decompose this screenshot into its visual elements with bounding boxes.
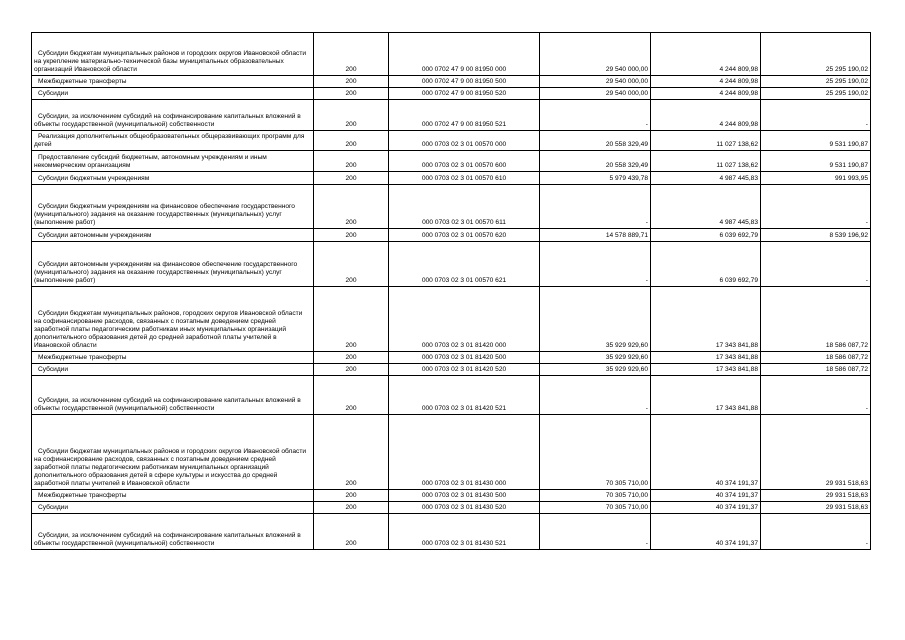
row-kbk-cell: 000 0703 02 3 01 00570 620	[389, 229, 540, 242]
row-name-cell: Субсидии бюджетным учреждениям на финансовое обеспечение государственного (муниципального) задания на оказание государственных (муниципальных) услуг (выполнение работ)	[32, 185, 314, 229]
row-approved-cell: 29 540 000,00	[540, 76, 651, 88]
row-name-cell: Реализация дополнительных общеобразовательных общеразвивающих программ для детей	[32, 131, 314, 151]
table-row	[32, 376, 871, 415]
row-kbk-cell: 000 0703 02 3 01 00570 621	[389, 242, 540, 287]
row-kbk-cell: 000 0702 47 9 00 81950 520	[389, 88, 540, 100]
table-row	[32, 502, 871, 514]
row-executed-cell: 6 039 692,79	[651, 242, 761, 287]
row-executed-cell: 40 374 191,37	[651, 490, 761, 502]
row-kbk-cell: 000 0703 02 3 01 00570 610	[389, 172, 540, 185]
row-unexecuted-cell: 9 531 190,87	[761, 131, 871, 151]
row-approved-cell: -	[540, 514, 651, 550]
table-row	[32, 514, 871, 550]
row-approved-cell: -	[540, 376, 651, 415]
row-kbk-cell: 000 0702 47 9 00 81950 521	[389, 100, 540, 131]
row-name-cell: Субсидии, за исключением субсидий на софинансирование капитальных вложений в объекты государственной (муниципальной) собственности	[32, 376, 314, 415]
table-row	[32, 172, 871, 185]
row-approved-cell: 35 929 929,60	[540, 364, 651, 376]
row-unexecuted-cell: 18 586 087,72	[761, 352, 871, 364]
row-name-cell: Субсидии	[32, 88, 314, 100]
row-executed-cell: 40 374 191,37	[651, 415, 761, 490]
row-code-cell: 200	[314, 502, 389, 514]
row-name-cell: Субсидии бюджетам муниципальных районов и городских округов Ивановской области на софинансирование расходов, связанных с поэтапным доведением средней заработной платы педагогическим работникам муниципальных организаций дополнительного образования детей в сфере культуры и искусства до средней заработной платы учителей в Ивановской области	[32, 415, 314, 490]
row-unexecuted-cell: -	[761, 185, 871, 229]
table-row	[32, 185, 871, 229]
table-row	[32, 100, 871, 131]
row-unexecuted-cell: 9 531 190,87	[761, 151, 871, 172]
row-name-cell: Субсидии бюджетам муниципальных районов и городских округов Ивановской области на укрепление материально-технической базы муниципальных образовательных организаций Ивановской области	[32, 33, 314, 76]
row-approved-cell: -	[540, 185, 651, 229]
row-approved-cell: 35 929 929,60	[540, 287, 651, 352]
row-code-cell: 200	[314, 131, 389, 151]
row-code-cell: 200	[314, 287, 389, 352]
row-code-cell: 200	[314, 88, 389, 100]
row-code-cell: 200	[314, 242, 389, 287]
row-kbk-cell: 000 0703 02 3 01 81430 000	[389, 415, 540, 490]
row-kbk-cell: 000 0703 02 3 01 81430 521	[389, 514, 540, 550]
row-name-cell: Субсидии, за исключением субсидий на софинансирование капитальных вложений в объекты государственной (муниципальной) собственности	[32, 100, 314, 131]
row-executed-cell: 40 374 191,37	[651, 514, 761, 550]
table-row	[32, 131, 871, 151]
table-row	[32, 33, 871, 76]
row-executed-cell: 4 987 445,83	[651, 185, 761, 229]
row-name-cell: Субсидии, за исключением субсидий на софинансирование капитальных вложений в объекты государственной (муниципальной) собственности	[32, 514, 314, 550]
row-unexecuted-cell: 18 586 087,72	[761, 364, 871, 376]
row-executed-cell: 40 374 191,37	[651, 502, 761, 514]
row-kbk-cell: 000 0702 47 9 00 81950 000	[389, 33, 540, 76]
row-unexecuted-cell: 29 931 518,63	[761, 415, 871, 490]
row-kbk-cell: 000 0703 02 3 01 00570 600	[389, 151, 540, 172]
row-name-cell: Субсидии	[32, 364, 314, 376]
row-code-cell: 200	[314, 229, 389, 242]
row-executed-cell: 4 244 809,98	[651, 88, 761, 100]
row-name-cell: Субсидии бюджетным учреждениям	[32, 172, 314, 185]
row-approved-cell: 5 979 439,78	[540, 172, 651, 185]
row-unexecuted-cell: 29 931 518,63	[761, 490, 871, 502]
row-kbk-cell: 000 0703 02 3 01 00570 611	[389, 185, 540, 229]
row-name-cell: Субсидии	[32, 502, 314, 514]
row-executed-cell: 17 343 841,88	[651, 376, 761, 415]
row-unexecuted-cell: -	[761, 100, 871, 131]
row-unexecuted-cell: 18 586 087,72	[761, 287, 871, 352]
row-kbk-cell: 000 0703 02 3 01 81430 500	[389, 490, 540, 502]
row-executed-cell: 6 039 692,79	[651, 229, 761, 242]
row-name-cell: Субсидии автономным учреждениям	[32, 229, 314, 242]
table-row	[32, 287, 871, 352]
row-unexecuted-cell: 25 295 190,02	[761, 76, 871, 88]
table-row	[32, 229, 871, 242]
row-approved-cell: 20 558 329,49	[540, 151, 651, 172]
row-name-cell: Субсидии бюджетам муниципальных районов, городских округов Ивановской области на софинансирование расходов, связанных с поэтапным доведением средней заработной платы педагогическим работникам иных муниципальных организаций дополнительного образования детей до средней заработной платы учителей в Ивановской области	[32, 287, 314, 352]
row-approved-cell: 70 305 710,00	[540, 415, 651, 490]
row-unexecuted-cell: 25 295 190,02	[761, 88, 871, 100]
row-code-cell: 200	[314, 172, 389, 185]
row-unexecuted-cell: -	[761, 376, 871, 415]
row-code-cell: 200	[314, 415, 389, 490]
row-approved-cell: 20 558 329,49	[540, 131, 651, 151]
row-executed-cell: 11 027 138,62	[651, 151, 761, 172]
table-row	[32, 415, 871, 490]
row-executed-cell: 4 244 809,98	[651, 76, 761, 88]
row-approved-cell: 14 578 889,71	[540, 229, 651, 242]
row-approved-cell: 35 929 929,60	[540, 352, 651, 364]
row-code-cell: 200	[314, 364, 389, 376]
row-code-cell: 200	[314, 76, 389, 88]
row-unexecuted-cell: 29 931 518,63	[761, 502, 871, 514]
row-code-cell: 200	[314, 490, 389, 502]
row-name-cell: Субсидии автономным учреждениям на финансовое обеспечение государственного (муниципального) задания на оказание государственных (муниципальных) услуг (выполнение работ)	[32, 242, 314, 287]
row-name-cell: Межбюджетные трансферты	[32, 490, 314, 502]
row-executed-cell: 17 343 841,88	[651, 364, 761, 376]
table-row	[32, 88, 871, 100]
row-unexecuted-cell: 25 295 190,02	[761, 33, 871, 76]
table-row	[32, 490, 871, 502]
row-executed-cell: 11 027 138,62	[651, 131, 761, 151]
row-code-cell: 200	[314, 151, 389, 172]
row-approved-cell: -	[540, 100, 651, 131]
budget-report-table	[31, 32, 871, 550]
row-code-cell: 200	[314, 185, 389, 229]
row-kbk-cell: 000 0703 02 3 01 81420 000	[389, 287, 540, 352]
row-executed-cell: 17 343 841,88	[651, 287, 761, 352]
row-unexecuted-cell: 991 993,95	[761, 172, 871, 185]
row-name-cell: Межбюджетные трансферты	[32, 352, 314, 364]
row-kbk-cell: 000 0703 02 3 01 81420 500	[389, 352, 540, 364]
row-name-cell: Межбюджетные трансферты	[32, 76, 314, 88]
row-kbk-cell: 000 0702 47 9 00 81950 500	[389, 76, 540, 88]
row-unexecuted-cell: -	[761, 514, 871, 550]
row-approved-cell: 70 305 710,00	[540, 502, 651, 514]
table-row	[32, 151, 871, 172]
row-name-cell: Предоставление субсидий бюджетным, автономным учреждениям и иным некоммерческим организациям	[32, 151, 314, 172]
row-executed-cell: 4 244 809,98	[651, 100, 761, 131]
table-row	[32, 242, 871, 287]
row-code-cell: 200	[314, 352, 389, 364]
table-row	[32, 364, 871, 376]
row-code-cell: 200	[314, 33, 389, 76]
row-approved-cell: 29 540 000,00	[540, 33, 651, 76]
row-approved-cell: 29 540 000,00	[540, 88, 651, 100]
row-kbk-cell: 000 0703 02 3 01 00570 000	[389, 131, 540, 151]
row-executed-cell: 4 244 809,98	[651, 33, 761, 76]
row-approved-cell: 70 305 710,00	[540, 490, 651, 502]
table-row	[32, 352, 871, 364]
row-code-cell: 200	[314, 514, 389, 550]
row-unexecuted-cell: -	[761, 242, 871, 287]
row-kbk-cell: 000 0703 02 3 01 81420 521	[389, 376, 540, 415]
row-executed-cell: 4 987 445,83	[651, 172, 761, 185]
row-code-cell: 200	[314, 376, 389, 415]
row-kbk-cell: 000 0703 02 3 01 81420 520	[389, 364, 540, 376]
row-executed-cell: 17 343 841,88	[651, 352, 761, 364]
row-kbk-cell: 000 0703 02 3 01 81430 520	[389, 502, 540, 514]
row-unexecuted-cell: 8 539 196,92	[761, 229, 871, 242]
row-code-cell: 200	[314, 100, 389, 131]
table-row	[32, 76, 871, 88]
row-approved-cell: -	[540, 242, 651, 287]
